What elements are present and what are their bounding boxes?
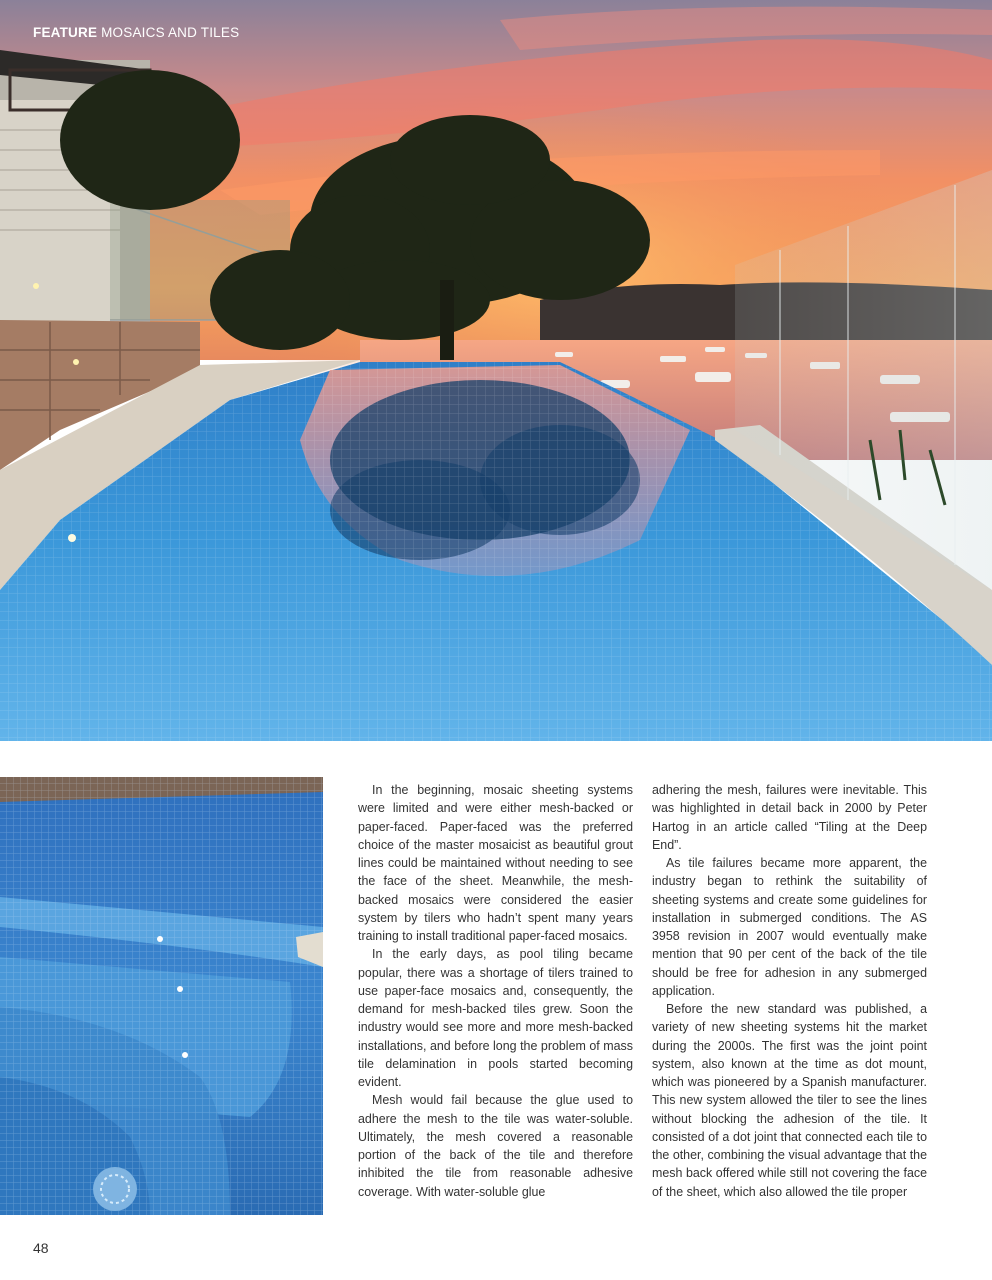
article-paragraph: Before the new standard was published, a variety of new sheeting systems hit the market during the 2000s. The first was the joint point system, also known at the time as dot mount, which was pioneered by a Spanish manufacturer. This new system allowed the tiler to see the lines without blocking the adhesion of the tile. It consisted of a dot joint that connected each tile to the other, combining the visual advantage that the mesh back offered while still not covering the face of the sheet, which also allowed the tile proper [652, 1002, 927, 1199]
section-label-strong: FEATURE [33, 25, 98, 40]
inset-photo [0, 777, 323, 1215]
article-paragraph-continued: adhering the mesh, failures were inevitable. This was highlighted in detail back in 2000 by Peter Hartog in an article called “Tiling at the Deep End”. [652, 783, 927, 852]
mosaic-pool-steps-illustration [0, 777, 323, 1215]
section-label [33, 25, 239, 40]
section-label-topic: MOSAICS AND TILES [101, 25, 240, 40]
page-number: 48 [33, 1240, 49, 1256]
article-paragraph: As tile failures became more apparent, the industry began to rethink the suitability of sheeting systems and create some guidelines for installation in submerged conditions. The AS 3958 revision in 2007 would eventually make mention that 90 per cent of the back of the tile should be free for adhesion in any submerged application. [652, 856, 927, 998]
article-paragraph: Mesh would fail because the glue used to adhere the mesh to the tile was water-soluble. Ultimately, the mesh covered a reasonable portion of the back of the tile and therefore inhibited the tile from reasonable adhesive coverage. With water-soluble glue [358, 1093, 633, 1199]
article-column-2 [652, 781, 927, 1201]
article-paragraph: In the beginning, mosaic sheeting systems were limited and were either mesh-backed or paper-faced. Paper-faced was the preferred choice of the master mosaicist as beautiful grout lines could be maintained without needing to see the face of the sheet. Meanwhile, the mesh-backed mosaics were considered the easier system by tilers who hadn’t spent many years training to install traditional paper-faced mosaics. [358, 783, 633, 943]
article-paragraph: In the early days, as pool tiling became popular, there was a shortage of tilers trained to use paper-face mosaics and, consequently, the demand for mesh-backed tiles grew. Soon the industry would see more and more mesh-backed installations, and before long the problem of mass tile delamination in pools started becoming evident. [358, 947, 633, 1089]
article-column-1 [358, 781, 633, 1201]
